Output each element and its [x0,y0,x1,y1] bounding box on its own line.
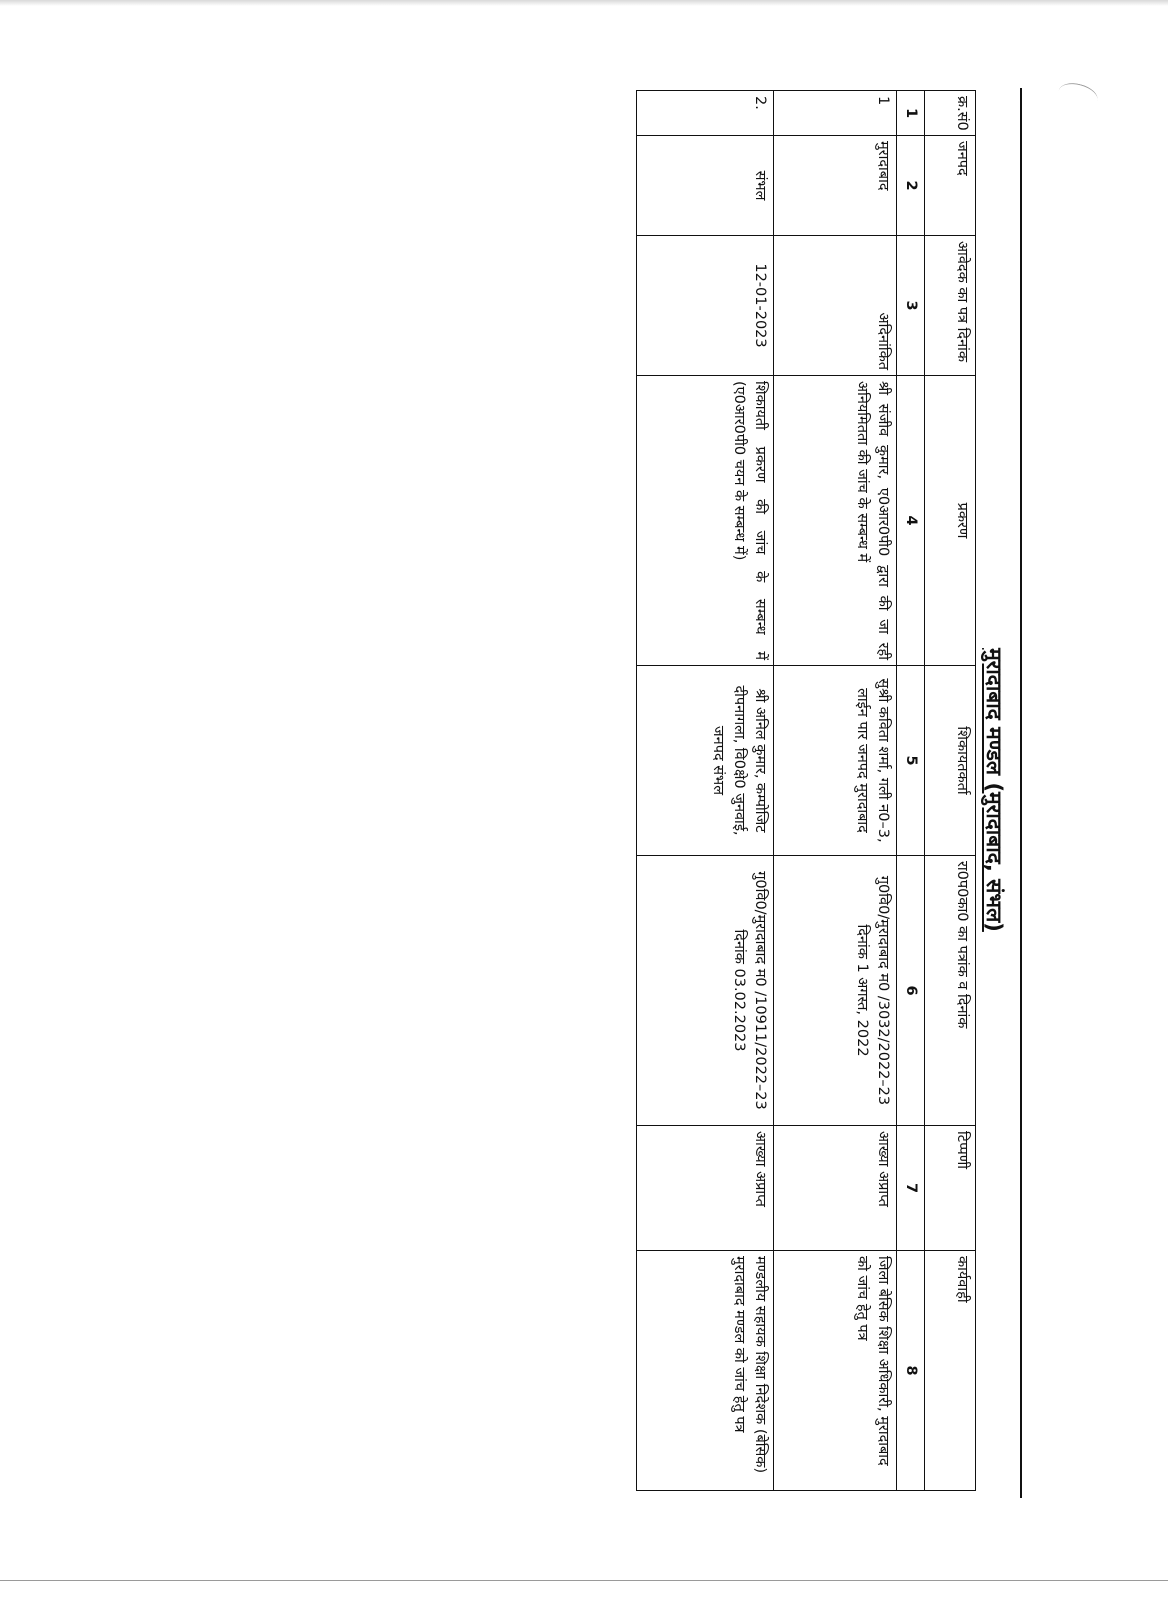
page-title: मुरादाबाद मण्डल (मुरादाबाद, संभल) [982,648,1006,932]
reference-cell: गु0वि0/मुरादाबाद म0 /10911/2022–23 दिनांक 03.02.2023 [636,856,773,1126]
complainant-cell: सुश्री कविता शर्मा, गली न0–3, लाईन पार जनपद मुरादाबाद [773,666,896,856]
complaint-table [636,90,976,1491]
column-number: 8 [896,1251,924,1491]
table-row [773,91,896,1491]
letter-date-cell: अदिनांकित [773,236,896,376]
action-cell: जिला बेसिक शिक्षा अधिकारी, मुरादाबाद को जांच हेतु पत्र [773,1251,896,1491]
column-number: 4 [896,376,924,666]
header-cell: टिप्पणी [925,1126,976,1251]
page-bottom-edge [0,1580,1168,1581]
scan-mark [1056,79,1101,112]
column-number: 2 [896,136,924,236]
district-cell: संभल [636,136,773,236]
header-cell: कार्यवाही [925,1251,976,1491]
header-cell: प्रकरण [925,376,976,666]
header-cell: क्र.सं0 [925,91,976,136]
header-cell: शिकायतकर्ता [925,666,976,856]
remark-cell: आख्या अप्राप्त [773,1126,896,1251]
complainant-cell: श्री अनिल कुमार, कम्पोजिट दीपनागला, वि0क्षे0 जुनवाई, जनपद संभल [636,666,773,856]
column-number: 6 [896,856,924,1126]
heading-underline-rule [1020,88,1022,1498]
serial-number: 1 [773,91,896,136]
table-header-row [925,91,976,1491]
serial-number: 2. [636,91,773,136]
matter-cell: शिकायती प्रकरण की जांच के सम्बन्ध में (ए0आर0पी0 चयन के सम्बन्ध में) [636,376,773,666]
header-cell: जनपद [925,136,976,236]
action-cell: मण्डलीय सहायक शिक्षा निदेशक (बेसिक) मुरादाबाद मण्डल को जांच हेतु पत्र [636,1251,773,1491]
column-number: 1 [896,91,924,136]
matter-cell: श्री संजीव कुमार, ए0आर0पी0 द्वारा की जा रही अनियमितता की जांच के सम्बन्ध में [773,376,896,666]
rotated-document [620,90,1010,1490]
header-cell: आवेदक का पत्र दिनांक [925,236,976,376]
column-number: 5 [896,666,924,856]
letter-date-cell: 12-01-2023 [636,236,773,376]
reference-cell: गु0वि0/मुरादाबाद म0 /3032/2022–23 दिनांक 1 अगस्त, 2022 [773,856,896,1126]
column-number: 7 [896,1126,924,1251]
table-row [636,91,773,1491]
column-number-row [896,91,924,1491]
remark-cell: आख्या अप्राप्त [636,1126,773,1251]
district-cell: मुरादाबाद [773,136,896,236]
page-top-edge [0,0,1168,6]
column-number: 3 [896,236,924,376]
header-cell: रा0प0का0 का पत्रांक व दिनांक [925,856,976,1126]
